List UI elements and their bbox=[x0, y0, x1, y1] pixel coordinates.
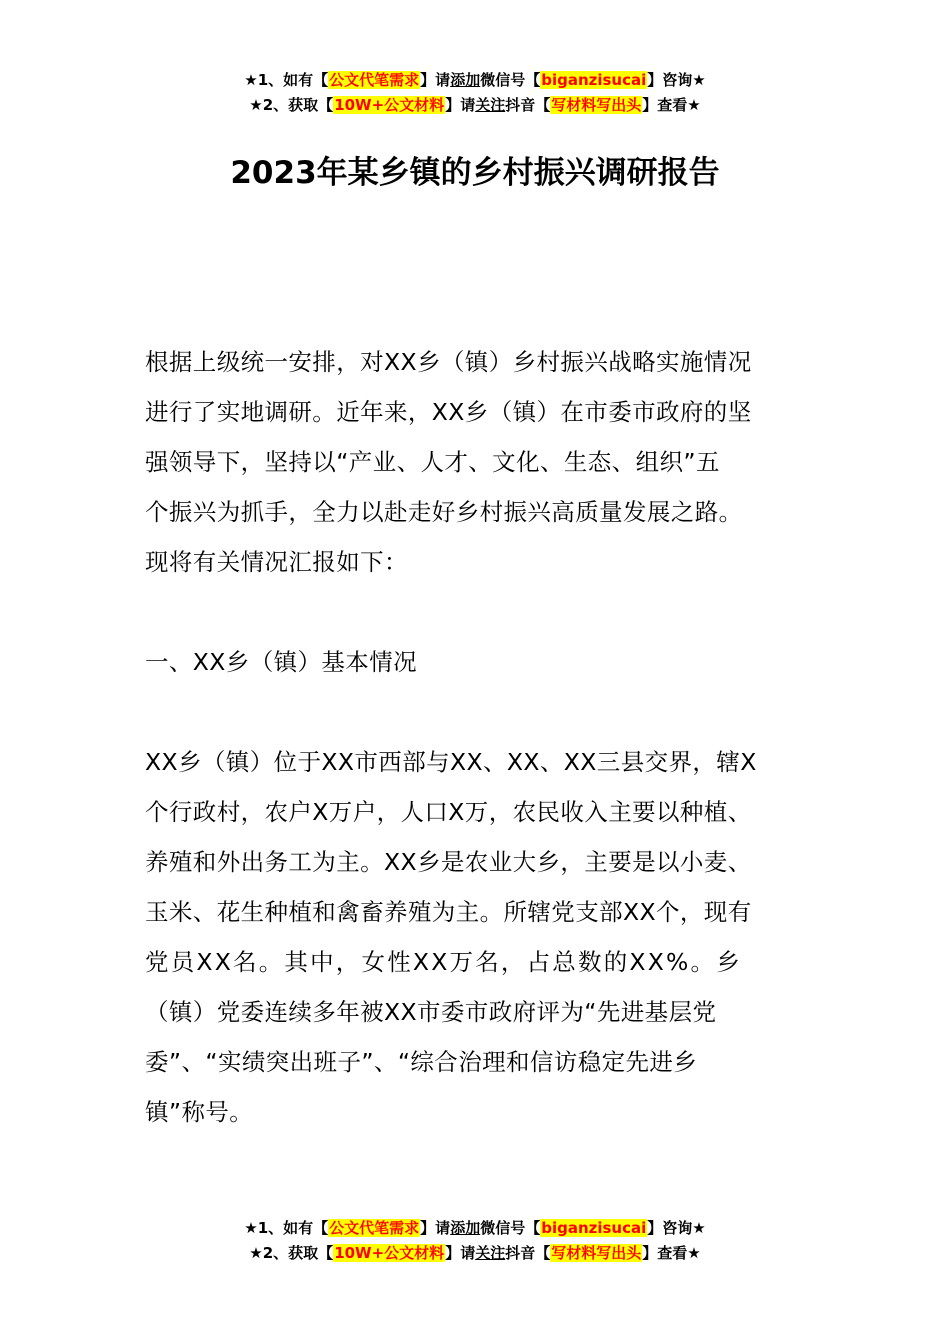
banner-text: ★1、如有【 bbox=[244, 71, 329, 89]
paragraph-line: 个振兴为抓手，全力以赴走好乡村振兴高质量发展之路。 bbox=[145, 498, 743, 526]
banner-text: 微信号【 bbox=[480, 1219, 541, 1237]
banner-text: 微信号【 bbox=[480, 71, 541, 89]
paragraph-line: 玉米、花生种植和禽畜养殖为主。所辖党支部XX个，现有 bbox=[145, 898, 752, 926]
basic-info-paragraph bbox=[145, 737, 807, 1137]
paragraph-line: 养殖和外出务工为主。XX乡是农业大乡，主要是以小麦、 bbox=[145, 848, 752, 876]
banner-underline-text: 添加 bbox=[450, 1219, 481, 1237]
paragraph-line: 镇”称号。 bbox=[145, 1098, 254, 1126]
banner-underline-text: 关注 bbox=[475, 1244, 506, 1262]
banner-highlight: 写材料写出头 bbox=[551, 96, 642, 114]
paragraph-line: 根据上级统一安排，对XX乡（镇）乡村振兴战略实施情况 bbox=[145, 348, 752, 376]
paragraph-line: 进行了实地调研。近年来，XX乡（镇）在市委市政府的坚 bbox=[145, 398, 752, 426]
banner-highlight: 10W+公文材料 bbox=[334, 1244, 445, 1262]
paragraph-line: 强领导下，坚持以“产业、人才、文化、生态、组织”五 bbox=[145, 448, 720, 476]
banner-line-2 bbox=[0, 93, 950, 118]
paragraph-line: （镇）党委连续多年被XX市委市政府评为“先进基层党 bbox=[145, 998, 717, 1026]
banner-text: ★2、获取【 bbox=[249, 1244, 334, 1262]
banner-line-2 bbox=[0, 1241, 950, 1266]
banner-text: 】请 bbox=[420, 1219, 451, 1237]
banner-line-1 bbox=[0, 1216, 950, 1241]
banner-text: 抖音【 bbox=[505, 1244, 551, 1262]
banner-text: 】查看★ bbox=[642, 1244, 701, 1262]
banner-highlight: 公文代笔需求 bbox=[329, 71, 420, 89]
intro-paragraph bbox=[145, 337, 807, 587]
paragraph-line: 个行政村，农户X万户，人口X万，农民收入主要以种植、 bbox=[145, 798, 752, 826]
banner-text: 】咨询★ bbox=[647, 71, 706, 89]
banner-text: 】请 bbox=[445, 1244, 476, 1262]
banner-text: 】查看★ bbox=[642, 96, 701, 114]
banner-highlight: 10W+公文材料 bbox=[334, 96, 445, 114]
banner-text: 】请 bbox=[445, 96, 476, 114]
banner-highlight: 写材料写出头 bbox=[551, 1244, 642, 1262]
banner-underline-text: 添加 bbox=[450, 71, 481, 89]
banner-underline-text: 关注 bbox=[475, 96, 506, 114]
banner-text: 】咨询★ bbox=[647, 1219, 706, 1237]
paragraph-line: 现将有关情况汇报如下： bbox=[145, 548, 408, 576]
banner-text: ★1、如有【 bbox=[244, 1219, 329, 1237]
banner-text: ★2、获取【 bbox=[249, 96, 334, 114]
banner-highlight: biganzisucai bbox=[541, 71, 647, 89]
banner-text: 】请 bbox=[420, 71, 451, 89]
document-title: 2023年某乡镇的乡村振兴调研报告 bbox=[230, 155, 720, 191]
paragraph-line: XX乡（镇）位于XX市西部与XX、XX、XX三县交界，辖X bbox=[145, 748, 757, 776]
banner-text: 抖音【 bbox=[505, 96, 551, 114]
paragraph-line: 党员XX名。其中，女性XX万名，占总数的XX%。乡 bbox=[145, 948, 742, 976]
paragraph-line: 委”、“实绩突出班子”、“综合治理和信访稳定先进乡 bbox=[145, 1048, 698, 1076]
section-heading: 一、XX乡（镇）基本情况 bbox=[145, 648, 417, 676]
banner-line-1 bbox=[0, 68, 950, 93]
footer-banner bbox=[0, 1216, 950, 1266]
banner-highlight: 公文代笔需求 bbox=[329, 1219, 420, 1237]
banner-highlight: biganzisucai bbox=[541, 1219, 647, 1237]
header-banner bbox=[0, 68, 950, 118]
